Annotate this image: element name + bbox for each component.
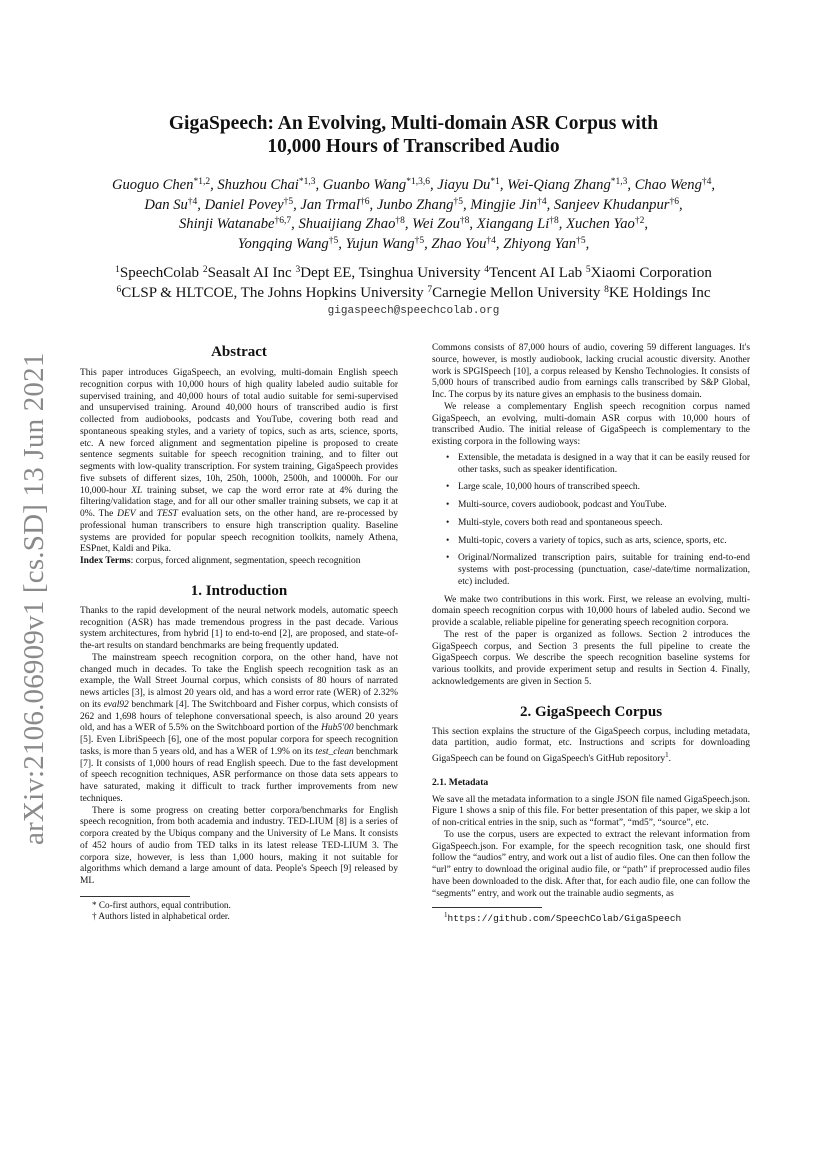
author-name: Junbo Zhang bbox=[376, 196, 454, 213]
author-affiliation-mark: †4 bbox=[486, 235, 496, 246]
author-affiliation-mark: †6 bbox=[669, 196, 679, 207]
author-name: Chao Weng bbox=[634, 177, 702, 193]
affiliation-number: 4 bbox=[484, 265, 490, 275]
author-affiliation-mark: †8 bbox=[549, 216, 559, 226]
author-affiliation-mark: †5 bbox=[453, 196, 463, 207]
author-name: Yongqing Wang bbox=[237, 235, 329, 252]
author-affiliation-mark: †5 bbox=[414, 235, 425, 246]
bullet-item: • Multi-source, covers audiobook, podcast and YouTube. bbox=[458, 500, 750, 512]
author-affiliation-mark: †2 bbox=[634, 216, 645, 226]
footnote-github: $^1$https://github.com/SpeechColab/GigaSpeech bbox=[444, 911, 682, 925]
author-affiliation-mark: †4 bbox=[537, 196, 547, 207]
affiliation-list bbox=[40, 264, 787, 303]
metadata-paragraph-1: We save all the metadata information to a single JSON file named GigaSpeech.json. Figure 1 shows a snip of this file. For better presentation of this paper, we skip a lot of non-critical entries in the snip, such as “format”, “md5”, “source”, etc. bbox=[432, 794, 750, 829]
author-affiliation-mark: *1,3 bbox=[610, 177, 628, 187]
author-affiliation-mark: †8 bbox=[395, 216, 405, 226]
author-name: Yujun Wang bbox=[345, 235, 415, 252]
author-list: Guoguo Chen$^{*1,2}$, Shuzhou Chai$^{*1,3}$, Guanbo Wang$^{*1,3,6}$, Jiayu Du$^{*1}$, Wei-Qiang Zhang$^{*1,3}$, Chao Weng$^{\dagger 4}$, Dan Su$^{\dagger 4}$, Daniel Povey$^{\dagger 5}$, Jan Trmal$^{\dagger 6}$, Junbo Zhang$^{\dagger 5}$, Mingjie Jin$^{\dagger 4}$, Sanjeev Khudanpur$^{\dagger 6}$, Shinji Watanabe$^{\dagger 6,7}$, Shuaijiang Zhao$^{\dagger 8}$, Wei Zou$^{\dagger 8}$, Xiangang Li$^{\dagger 8}$, Xuchen Yao$^{\dagger 2}$, Yongqing Wang$^{\dagger 5}$, Yujun Wang$^{\dagger 5}$, Zhao You$^{\dagger 4}$, Zhiyong Yan$^{\dagger 5}$, bbox=[111, 177, 716, 252]
author-name: Shuzhou Chai bbox=[217, 177, 299, 193]
footnote-rule bbox=[80, 896, 190, 897]
affiliation-name: Dept EE, Tsinghua University bbox=[300, 265, 481, 281]
introduction-heading: 1. Introduction bbox=[190, 582, 288, 599]
author-name: Sanjeev Khudanpur bbox=[553, 196, 670, 213]
author-name: Mingjie Jin bbox=[470, 196, 538, 213]
footnote-mark: 1 bbox=[665, 751, 669, 759]
author-name: Guoguo Chen bbox=[111, 177, 194, 193]
author-name: Zhiyong Yan bbox=[503, 235, 577, 252]
arxiv-stamp: arXiv:2106.06909v1 [cs.SD] 13 Jun 2021 bbox=[18, 352, 50, 845]
author-name: Xuchen Yao bbox=[566, 216, 635, 232]
affiliation-number: 1 bbox=[115, 265, 120, 275]
affiliation-name: SpeechColab bbox=[119, 265, 200, 281]
contributions-paragraph: We make two contributions in this work. First, we release an evolving, multi-domain speech recognition corpus with 10,000 hours of labeled audio. Second we provide a scalable, reliable pipeline for generating speech recognition corpora. bbox=[432, 594, 750, 628]
affiliation-number: 7 bbox=[427, 284, 433, 295]
author-affiliation-mark: *1,3 bbox=[298, 177, 316, 187]
author-name: Dan Su bbox=[144, 196, 188, 213]
affiliation-number: 8 bbox=[604, 284, 609, 295]
author-affiliation-mark: †6 bbox=[360, 196, 370, 207]
affiliation-number: 5 bbox=[585, 265, 591, 275]
organization-paragraph: The rest of the paper is organized as follows. Section 2 introduces the GigaSpeech corpus, and Section 3 presents the full pipeline to create the GigaSpeech corpus. We describe the speech recognition baseline systems for various toolkits, and provide experiment setup and results in Section 4. Finally, acknowledgements are given in Section 5. bbox=[432, 629, 750, 687]
affiliation-number: 6 bbox=[116, 284, 122, 295]
author-affiliation-mark: †5 bbox=[283, 196, 294, 207]
author-name: Shuaijiang Zhao bbox=[298, 216, 396, 232]
bullet-item: • Large scale, 10,000 hours of transcribed speech. bbox=[458, 482, 750, 494]
author-name: Xiangang Li bbox=[476, 216, 550, 232]
abstract-body: This paper introduces GigaSpeech, an evolving, multi-domain English speech recognition corpus with 10,000 hours of high quality labeled audio suitable for supervised training, and 40,000 hours of total audio suitable for semi-supervised and unsupervised training. Around 40,000 hours of transcribed audio is first collected from audiobooks, podcasts and YouTube, covering both read and spontaneous speaking styles, and a variety of topics, such as arts, science, sports, etc. A new forced alignment and segmentation pipeline is proposed to create sentence segments suitable for speech recognition training, and to filter out segments with low-quality transcription. For system training, GigaSpeech provides five subsets of different sizes, 10h, 250h, 1000h, 2500h, and 10000h. For our 10,000-hour XL training subset, we cap the word error rate at 4% during the filtering/validation stage, and for all our other smaller training subsets, we cap it at 0%. The DEV and TEST evaluation sets, on the other hand, are re-processed by professional human transcribers to ensure high transcription quality. Baseline systems are provided for popular speech recognition toolkits, namely Athena, ESPnet, Kaldi and Pika. bbox=[80, 368, 398, 555]
author-name: Guanbo Wang bbox=[322, 177, 407, 193]
intro-paragraph-3: There is some progress on creating better corpora/benchmarks for English speech recognition, from both academia and industry. TED-LIUM [8] is a series of corpora created by the Ubiqus company and the University of Le Mans. It consists of 452 hours of audio from TED talks in its latest release TED-LIUM 3. The corpora size, however, is less than 1,000 hours, making it not suitable for algorithms which demand a large amount of data. People's Speech [9] released by ML bbox=[80, 805, 398, 886]
metadata-subheading: 2.1. Metadata bbox=[432, 776, 489, 788]
contact-email[interactable]: gigaspeech@speechcolab.org bbox=[327, 305, 500, 317]
author-name: Wei-Qiang Zhang bbox=[507, 177, 611, 193]
affiliation-name: Carnegie Mellon University bbox=[432, 284, 601, 301]
author-name: Jan Trmal bbox=[300, 196, 361, 213]
footnote-co-first: * Co-first authors, equal contribution. bbox=[92, 899, 231, 910]
affiliation-name: CLSP & HLTCOE, The Johns Hopkins University bbox=[121, 284, 424, 301]
bullet-item: • Original/Normalized transcription pairs, suitable for training end-to-end systems with post-processing (punctuation, case/-date/time normalization, etc) included. bbox=[458, 553, 750, 588]
footnote-rule-right bbox=[432, 907, 542, 908]
section-2-heading: 2. GigaSpeech Corpus bbox=[519, 703, 663, 720]
affiliation-number: 3 bbox=[295, 265, 301, 275]
author-affiliation-mark: *1 bbox=[490, 177, 500, 187]
related-work-paragraph: Commons consists of 87,000 hours of audio, covering 59 different languages. It's source, however, is mostly audiobook, lacking crucial acoustic diversity. Another work is SPGISpeech [10], a corpus released by Kensho Technologies. It consists of 5,000 hours of transcribed audio from earnings calls transcribed by S&P Global, Inc. The corpus by its nature gives an emphasis to the business domain. bbox=[432, 343, 750, 400]
title-line-1: GigaSpeech: An Evolving, Multi-domain ASR Corpus with bbox=[168, 113, 659, 134]
affiliation-name: KE Holdings Inc bbox=[608, 284, 711, 301]
paper-title bbox=[0, 112, 827, 158]
author-affiliation-mark: †5 bbox=[576, 235, 586, 246]
author-affiliation-mark: †5 bbox=[328, 235, 339, 246]
right-column bbox=[432, 343, 750, 925]
author-affiliation-mark: †4 bbox=[701, 177, 712, 187]
author-name: Daniel Povey bbox=[204, 196, 284, 213]
author-affiliation-mark: *1,3,6 bbox=[406, 177, 430, 187]
author-name: Jiayu Du bbox=[437, 177, 491, 193]
affiliation-name: Xiaomi Corporation bbox=[590, 265, 712, 281]
author-affiliation-mark: †8 bbox=[459, 216, 470, 226]
author-affiliation-mark: †4 bbox=[187, 196, 198, 207]
author-name: Wei Zou bbox=[412, 216, 460, 232]
bullet-item: • Multi-topic, covers a variety of topics, such as arts, science, sports, etc. bbox=[458, 536, 750, 548]
bullet-item: • Multi-style, covers both read and spontaneous speech. bbox=[458, 518, 750, 530]
intro-paragraph-1: Thanks to the rapid development of the neural network models, automatic speech recognition (ASR) has made tremendous progress in the past decade. Various system architectures, from hybrid [1] to end-to-end [2], are proposed, and state-of-the-art results on standard benchmarks are being frequently updated. bbox=[80, 605, 398, 651]
author-affiliation-mark: *1,2 bbox=[193, 177, 211, 187]
left-column bbox=[80, 343, 398, 923]
affiliation-name: Seasalt AI Inc bbox=[207, 265, 292, 281]
title-line-2: 10,000 Hours of Transcribed Audio bbox=[267, 136, 560, 157]
intro-paragraph-2: The mainstream speech recognition corpora, on the other hand, have not changed much in decades. To take the English speech recognition task as an example, the Wall Street Journal corpus, which consists of 80 hours of narrated news articles [3], is almost 20 years old, and has a word error rate (WER) of 2.32% on its eval92 benchmark [4]. The Switchboard and Fisher corpus, which consists of 262 and 1,698 hours of telephone conversational speech, is also around 20 years old, and has a WER of 5.5% on the Switchboard portion of the Hub5'00 benchmark [5]. Even LibriSpeech [6], one of the most popular corpora for speech recognition tasks, is more than 5 years old, and has a WER of 1.9% on its test_clean benchmark [7]. It consists of 1,000 hours of read English speech. Due to the fast development of speech recognition techniques, ASR performance on those data sets appears to have saturated, making it difficult to track further improvements from new techniques. bbox=[80, 652, 398, 804]
bullet-item: • Extensible, the metadata is designed in a way that it can be easily reused for other tasks, such as speaker identification. bbox=[458, 453, 750, 477]
github-url-link[interactable]: https://github.com/SpeechColab/GigaSpeech bbox=[447, 913, 682, 925]
release-paragraph: We release a complementary English speech recognition corpus named GigaSpeech, an evolving, multi-domain ASR corpus with 10,000 hours of transcribed Audio. The initial release of GigaSpeech is complementary to the existing corpora in the following ways: bbox=[432, 401, 750, 447]
author-affiliation-mark: †6,7 bbox=[274, 216, 292, 226]
section-2-intro: This section explains the structure of the GigaSpeech corpus, including metadata, data partition, audio format, etc. Instructions and scripts for downloading GigaSpeech can be found on GigaSpeech's GitHub repository$^1$. bbox=[432, 726, 750, 765]
author-name: Zhao You bbox=[431, 235, 487, 252]
abstract-heading: Abstract bbox=[211, 344, 267, 360]
footnote-alphabetical: † Authors listed in alphabetical order. bbox=[92, 911, 230, 922]
affiliation-number: 2 bbox=[202, 265, 208, 275]
author-name: Shinji Watanabe bbox=[179, 216, 275, 232]
index-terms: Index Terms: corpus, forced alignment, segmentation, speech recognition bbox=[80, 556, 361, 566]
affiliation-name: Tencent AI Lab bbox=[489, 265, 583, 281]
metadata-paragraph-2: To use the corpus, users are expected to extract the relevant information from GigaSpeech.json. For example, for the speech recognition task, one should first follow the “audios” entry, and work out a list of audio files. One can then follow the “url” entry to download the original audio file, or “path” if preprocessed audio files have been downloaded to the disk. After that, for each audio file, one can follow the “segments” entry, and work out the trainable audio segments, as bbox=[432, 829, 750, 899]
contribution-list bbox=[432, 453, 750, 589]
